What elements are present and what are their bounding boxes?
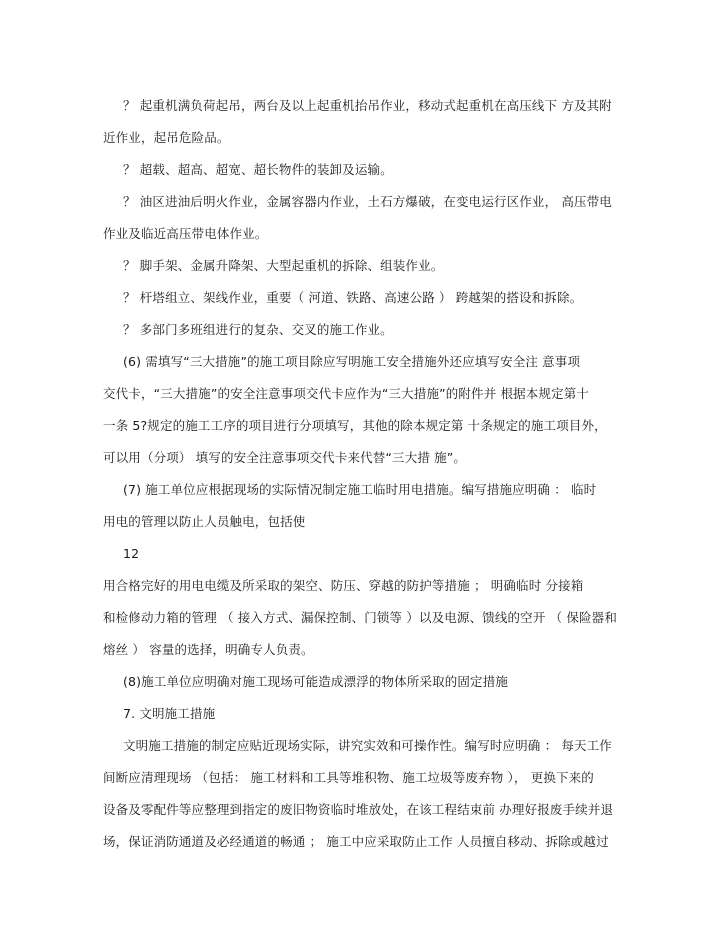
text-line-16: 用合格完好的用电电缆及所采取的架空、防压、穿越的防护等措施 ； 明确临时 分接箱 (103, 578, 584, 593)
text-line-5: 作业及临近高压带电体作业。 (103, 226, 268, 241)
text-line-13: (7) 施工单位应根据现场的实际情况制定施工临时用电措施。编写措施应明确 ： 临时 (123, 482, 597, 497)
page-number: 12 (123, 546, 140, 561)
text-line-22: 间断应清理现场 （包括： 施工材料和工具等堆积物、施工垃圾等废弃物 ）， 更换下来的 (103, 770, 594, 785)
text-line-2: 近作业，起吊危险品。 (103, 130, 230, 145)
text-line-19: (8)施工单位应明确对施工现场可能造成漂浮的物体所采取的固定措施 (123, 674, 509, 689)
text-line-1: ？ 起重机满负荷起吊，两台及以上起重机抬吊作业，移动式起重机在高压线下 方及其附 (123, 98, 612, 113)
text-line-11: 一条 5?规定的施工工序的项目进行分项填写，其他的除本规定第 十条规定的施工项目外， (103, 418, 607, 433)
text-line-7: ？ 杆塔组立、架线作业，重要（ 河道、铁路、高速公路 ） 跨越架的搭设和拆除。 (123, 290, 583, 305)
text-line-17: 和检修动力箱的管理 （ 接入方式、漏保控制、门锁等 ）以及电源、馈线的空开 （ 保险器和 (103, 610, 617, 625)
text-line-4: ？ 油区进油后明火作业，金属容器内作业，土石方爆破，在变电运行区作业， 高压带电 (123, 194, 612, 209)
text-line-9: (6) 需填写“三大措施”的施工项目除应写明施工安全措施外还应填写安全注 意事项 (123, 354, 581, 369)
text-line-24: 场，保证消防通道及必经通道的畅通 ； 施工中应采取防止工作 人员擅自移动、拆除或越过 (103, 834, 609, 849)
text-line-3: ？ 超载、超高、超宽、超长物件的装卸及运输。 (123, 162, 393, 177)
text-line-6: ？ 脚手架、金属升降架、大型起重机的拆除、组装作业。 (123, 258, 444, 273)
text-line-8: ？ 多部门多班组进行的复杂、交叉的施工作业。 (123, 322, 393, 337)
text-line-12: 可以用（分项） 填写的安全注意事项交代卡来代替“三大措 施”。 (103, 450, 467, 465)
text-line-21: 文明施工措施的制定应贴近现场实际，讲究实效和可操作性。编写时应明确 ： 每天工作 (123, 738, 612, 753)
text-line-10: 交代卡，“三大措施”的安全注意事项交代卡应作为“三大措施”的附件并 根据本规定第十 (103, 386, 590, 401)
text-line-14: 用电的管理以防止人员触电，包括使 (103, 514, 306, 529)
text-line-18: 熔丝 ） 容量的选择，明确专人负责。 (103, 642, 314, 657)
section-heading: 7. 文明施工措施 (123, 706, 216, 721)
text-line-23: 设备及零配件等应整理到指定的废旧物资临时堆放处，在该工程结束前 办理好报废手续并退 (103, 802, 614, 817)
